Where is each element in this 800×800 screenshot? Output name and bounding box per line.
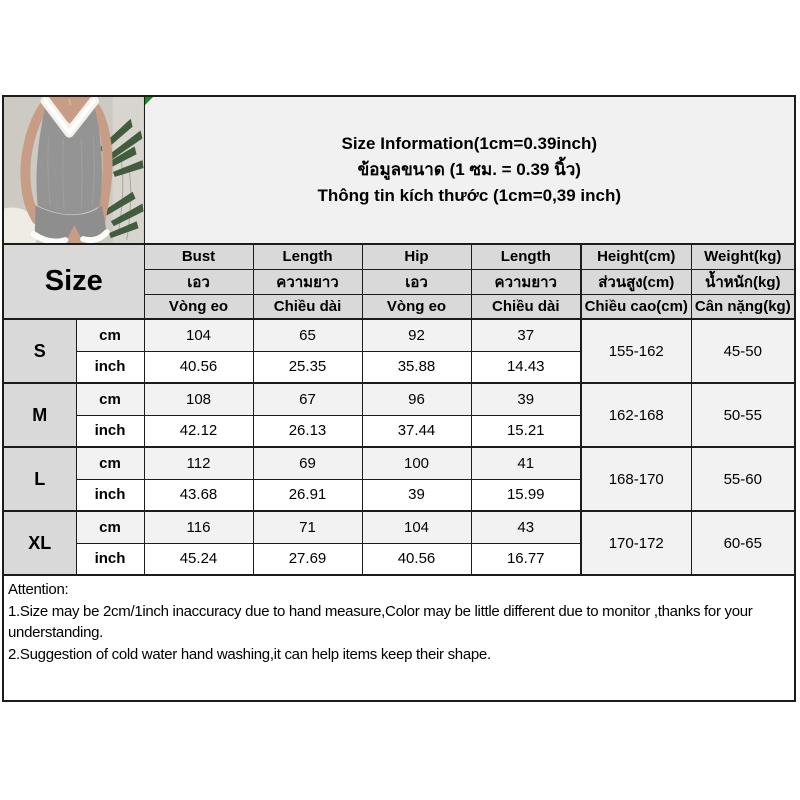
value-cell: 37.44 (362, 415, 471, 447)
value-cell: 35.88 (362, 351, 471, 383)
value-cell: 67 (253, 383, 362, 415)
header-cell-height-th: ส่วนสูง(cm) (581, 269, 691, 294)
value-cell: 116 (144, 511, 253, 543)
title-line-th: ข้อมูลขนาด (1 ซม. = 0.39 นิ้ว) (357, 160, 581, 179)
header-cell-weight-vi: Cân nặng(kg) (691, 294, 795, 319)
table-row (3, 383, 795, 415)
header-cell-weight: Weight(kg) (691, 244, 795, 269)
value-cell: 112 (144, 447, 253, 479)
header-cell-bust-vi: Vòng eo (144, 294, 253, 319)
value-cell: 40.56 (144, 351, 253, 383)
table-row (3, 96, 795, 244)
unit-cell-inch: inch (76, 351, 144, 383)
size-label-m: M (3, 383, 76, 447)
unit-cell-cm: cm (76, 319, 144, 351)
title-line-vi: Thông tin kích thước (1cm=0,39 inch) (317, 186, 622, 205)
value-cell: 45.24 (144, 543, 253, 575)
size-label-l: L (3, 447, 76, 511)
value-cell: 100 (362, 447, 471, 479)
value-cell: 69 (253, 447, 362, 479)
value-cell: 104 (144, 319, 253, 351)
product-photo (3, 96, 144, 244)
value-cell: 40.56 (362, 543, 471, 575)
value-cell: 27.69 (253, 543, 362, 575)
value-cell: 39 (362, 479, 471, 511)
size-corner-label: Size (3, 244, 144, 319)
value-cell: 16.77 (471, 543, 581, 575)
value-cell: 43 (471, 511, 581, 543)
value-cell: 104 (362, 511, 471, 543)
weight-range-cell: 60-65 (691, 511, 795, 575)
value-cell: 39 (471, 383, 581, 415)
value-cell: 26.13 (253, 415, 362, 447)
value-cell: 37 (471, 319, 581, 351)
header-cell-bust-th: เอว (144, 269, 253, 294)
header-cell-length-bottom-vi: Chiều dài (471, 294, 581, 319)
title-line-en: Size Information(1cm=0.39inch) (341, 134, 598, 153)
value-cell: 108 (144, 383, 253, 415)
table-row (3, 511, 795, 543)
value-cell: 41 (471, 447, 581, 479)
product-photo-illustration (4, 97, 144, 243)
size-table (2, 95, 796, 702)
value-cell: 96 (362, 383, 471, 415)
size-label-s: S (3, 319, 76, 383)
unit-cell-inch: inch (76, 415, 144, 447)
unit-cell-cm: cm (76, 511, 144, 543)
table-row (3, 319, 795, 351)
attention-heading: Attention: (8, 581, 69, 598)
height-range-cell: 162-168 (581, 383, 691, 447)
header-cell-length-bottom: Length (471, 244, 581, 269)
unit-cell-inch: inch (76, 479, 144, 511)
header-cell-bust: Bust (144, 244, 253, 269)
header-cell-height: Height(cm) (581, 244, 691, 269)
value-cell: 25.35 (253, 351, 362, 383)
height-range-cell: 170-172 (581, 511, 691, 575)
weight-range-cell: 45-50 (691, 319, 795, 383)
unit-cell-cm: cm (76, 447, 144, 479)
size-label-xl: XL (3, 511, 76, 575)
header-cell-length-bottom-th: ความยาว (471, 269, 581, 294)
header-cell-length-top-th: ความยาว (253, 269, 362, 294)
unit-cell-cm: cm (76, 383, 144, 415)
attention-note (3, 575, 795, 701)
value-cell: 15.21 (471, 415, 581, 447)
table-row (3, 575, 795, 701)
attention-line-1: 1.Size may be 2cm/1inch inaccuracy due to hand measure,Color may be little different due to monitor ,thanks for your understanding. (8, 602, 753, 641)
header-cell-hip-vi: Vòng eo (362, 294, 471, 319)
header-cell-length-top-vi: Chiều dài (253, 294, 362, 319)
header-cell-weight-th: น้ำหนัก(kg) (691, 269, 795, 294)
value-cell: 26.91 (253, 479, 362, 511)
size-chart-sheet (2, 95, 794, 702)
value-cell: 43.68 (144, 479, 253, 511)
table-row (3, 447, 795, 479)
weight-range-cell: 55-60 (691, 447, 795, 511)
value-cell: 14.43 (471, 351, 581, 383)
value-cell: 65 (253, 319, 362, 351)
header-cell-hip-th: เอว (362, 269, 471, 294)
header-row-en (3, 244, 795, 269)
header-cell-length-top: Length (253, 244, 362, 269)
size-chart-title (144, 96, 795, 244)
header-cell-hip: Hip (362, 244, 471, 269)
value-cell: 42.12 (144, 415, 253, 447)
attention-line-2: 2.Suggestion of cold water hand washing,it can help items keep their shape. (8, 645, 491, 663)
height-range-cell: 168-170 (581, 447, 691, 511)
height-range-cell: 155-162 (581, 319, 691, 383)
value-cell: 92 (362, 319, 471, 351)
unit-cell-inch: inch (76, 543, 144, 575)
cell-flag-icon (145, 97, 153, 105)
weight-range-cell: 50-55 (691, 383, 795, 447)
value-cell: 15.99 (471, 479, 581, 511)
header-cell-height-vi: Chiều cao(cm) (581, 294, 691, 319)
value-cell: 71 (253, 511, 362, 543)
